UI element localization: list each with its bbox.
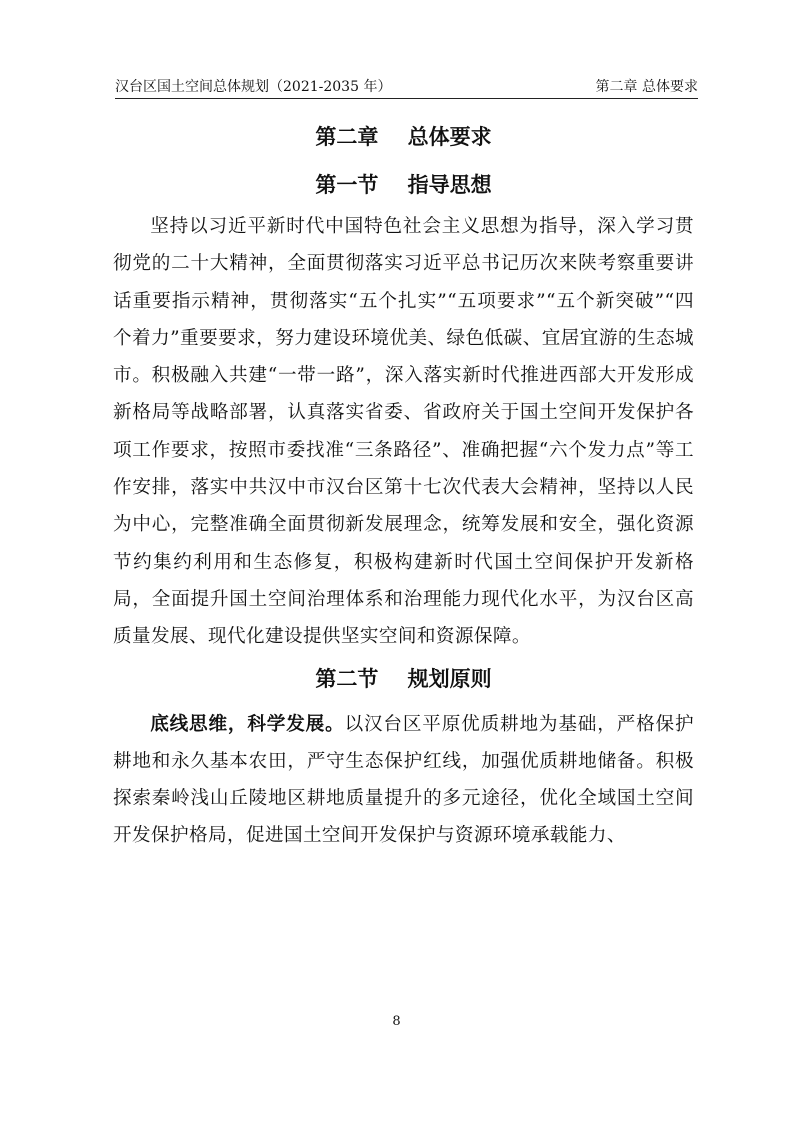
page-number: 8 xyxy=(392,1014,401,1029)
running-header xyxy=(115,76,698,99)
chapter-title: 第二章 总体要求 xyxy=(315,125,492,149)
principle-body-text: 以汉台区平原优质耕地为基础，严格保护耕地和永久基本农田，严守生态保护红线，加强优质耕地储备。积极探索秦岭浅山丘陵地区耕地质量提升的多元途径，优化全域国土空间开发保护格局，促进国土空间开发保护与资源环境承载能力、 xyxy=(113,713,694,847)
section-title-planning-principles: 第二节 规划原则 xyxy=(315,666,492,691)
header-document-title: 汉台区国土空间总体规划（2021-2035 年） xyxy=(115,79,392,95)
section-title-guiding-ideology: 第一节 指导思想 xyxy=(315,173,492,197)
planning-principle-paragraph xyxy=(113,706,694,855)
page-body xyxy=(113,118,694,855)
principle-lead-phrase: 底线思维，科学发展。 xyxy=(150,713,345,735)
guiding-ideology-paragraph: 坚持以习近平新时代中国特色社会主义思想为指导，深入学习贯彻党的二十大精神，全面贯彻落实习近平总书记历次来陕考察重要讲话重要指示精神，贯彻落实“五个扎实”“五项要求”“五个新突破”“四个着力”重要要求，努力建设环境优美、绿色低碳、宜居宜游的生态城市。积极融入共建“一带一路”，深入落实新时代推进西部大开发形成新格局等战略部署，认真落实省委、省政府关于国土空间开发保护各项工作要求，按照市委找准“三条路径”、准确把握“六个发力点”等工作安排，落实中共汉中市汉台区第十七次代表大会精神，坚持以人民为中心，完整准确全面贯彻新发展理念，统筹发展和安全，强化资源节约集约利用和生态修复，积极构建新时代国土空间保护开发新格局，全面提升国土空间治理体系和治理能力现代化水平，为汉台区高质量发展、现代化建设提供坚实空间和资源保障。 xyxy=(113,216,694,648)
header-chapter-title: 第二章 总体要求 xyxy=(595,79,698,95)
